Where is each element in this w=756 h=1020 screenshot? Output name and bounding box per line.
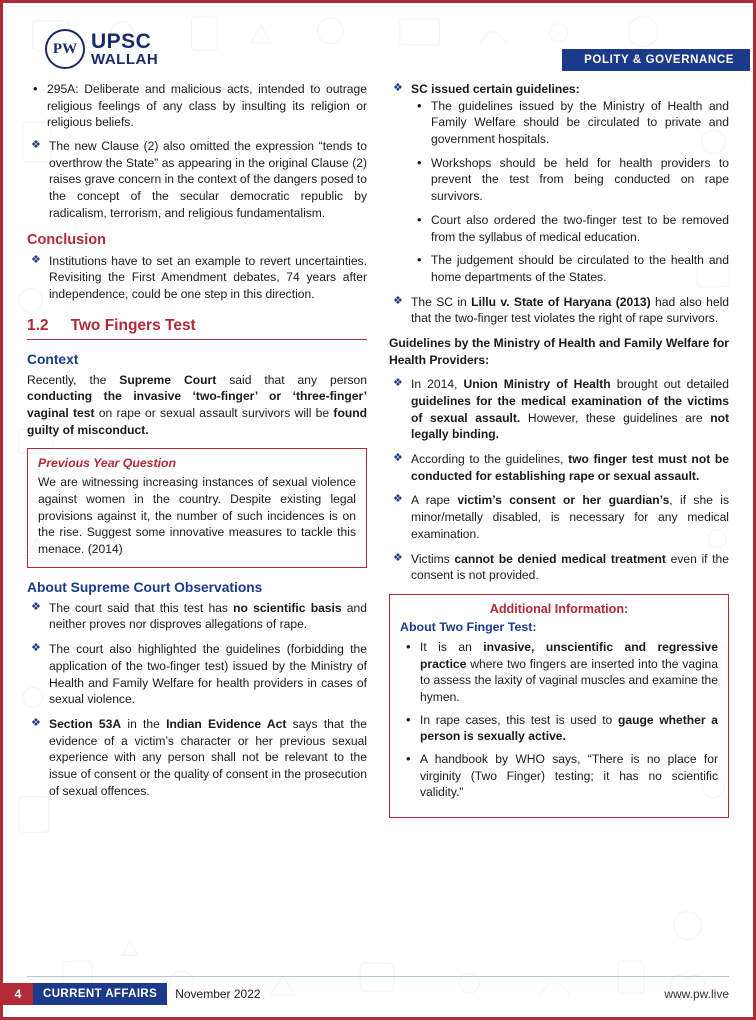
conclusion-heading: Conclusion bbox=[27, 231, 106, 248]
list-item: • The judgement should be circulated to the health and home departments of the States. bbox=[411, 252, 729, 285]
section-title: Two Fingers Test bbox=[70, 316, 196, 334]
observations-heading: About Supreme Court Observations bbox=[27, 579, 263, 595]
left-top-diamond-list bbox=[27, 138, 367, 221]
two-column-body bbox=[3, 81, 753, 818]
page-footer bbox=[3, 983, 753, 1005]
left-column bbox=[27, 81, 367, 818]
list-item: • In rape cases, this test is used to gauge whether a person is sexually active. bbox=[400, 712, 718, 745]
list-item: ❖ The court also highlighted the guidelines (forbidding the application of the two-finger test) issued by the Ministry of Health and Family Welfare for health providers in cases of sexual violence. bbox=[27, 641, 367, 708]
list-item: • 295A: Deliberate and malicious acts, intended to outrage religious feelings of any class by insulting its religion or religious beliefs. bbox=[27, 81, 367, 131]
footer-date: November 2022 bbox=[175, 987, 261, 1001]
list-item: • The guidelines issued by the Ministry of Health and Family Welfare should be circulated to private and government hospitals. bbox=[411, 98, 729, 148]
list-item: ❖ Victims cannot be denied medical treatment even if the consent is not provided. bbox=[389, 551, 729, 584]
context-paragraph: Recently, the Supreme Court said that any person conducting the invasive ‘two-finger’ or ‘three-finger’ vaginal test on rape or sexual assault survivors will be found guilty of misconduct. bbox=[27, 372, 368, 437]
context-heading: Context bbox=[27, 351, 79, 367]
conclusion-list bbox=[27, 253, 367, 303]
list-item: ❖ The court said that this test has no scientific basis and neither proves nor disproves allegations of rape. bbox=[27, 600, 367, 633]
list-item: • A handbook by WHO says, “There is no place for virginity (Two Finger) testing; it has no scientific validity.” bbox=[400, 751, 718, 801]
additional-information-box bbox=[389, 594, 729, 818]
footer-divider bbox=[27, 976, 729, 977]
logo-title: UPSC bbox=[91, 30, 152, 53]
pyq-text: We are witnessing increasing instances of sexual violence against women in the country. Despite existing legal provisions against it, the number of such incidences is on the rise. Suggest some innovative measures to tackle this menace. (2014) bbox=[38, 475, 356, 557]
left-top-dot-list bbox=[27, 81, 367, 131]
page-header bbox=[3, 3, 753, 69]
list-item: ❖ The SC in Lillu v. State of Haryana (2013) had also held that the two-finger test violates the right of rape survivors. bbox=[389, 294, 729, 327]
footer-website[interactable]: www.pw.live bbox=[664, 987, 729, 1001]
section-divider bbox=[27, 339, 367, 340]
previous-year-question-box bbox=[27, 448, 367, 567]
list-item: ❖ In 2014, Union Ministry of Health brought out detailed guidelines for the medical examination of the victims of sexual assault. However, these guidelines are not legally binding. bbox=[389, 376, 729, 443]
additional-info-list bbox=[400, 639, 718, 801]
current-affairs-label: CURRENT AFFAIRS bbox=[33, 983, 167, 1005]
observations-list bbox=[27, 600, 367, 800]
list-item: • Court also ordered the two-finger test to be removed from the syllabus of medical education. bbox=[411, 212, 729, 245]
page-number: 4 bbox=[3, 983, 33, 1005]
guidelines-lead: SC issued certain guidelines: bbox=[411, 82, 580, 96]
list-item: • It is an invasive, unscientific and regressive practice where two fingers are inserted into the vagina to assess the laxity of vaginal muscles and examine the hymen. bbox=[400, 639, 718, 706]
brand-logo bbox=[45, 29, 158, 69]
section-number: 1.2 bbox=[27, 316, 49, 334]
guidelines-sub-list bbox=[411, 98, 729, 286]
mohfw-list bbox=[389, 376, 729, 584]
guidelines-list bbox=[389, 81, 729, 327]
additional-info-title: Additional Information: bbox=[489, 601, 629, 616]
list-item: ❖ The new Clause (2) also omitted the expression “tends to overthrow the State” as appearing in the original Clause (2) raises grave concern in the context of the dangers posed to the concept of the secular democratic republic by radicalism, terrorism, and religious fundamentalism. bbox=[27, 138, 367, 221]
mohfw-heading: Guidelines by the Ministry of Health and Family Welfare for Health Providers: bbox=[389, 335, 729, 367]
list-item: • Workshops should be held for health providers to prevent the test from being conducted on rape survivors. bbox=[411, 155, 729, 205]
pyq-title: Previous Year Question bbox=[38, 456, 177, 471]
chapter-tag: POLITY & GOVERNANCE bbox=[562, 49, 750, 71]
additional-info-subtitle: About Two Finger Test: bbox=[400, 619, 537, 634]
list-item: ❖ A rape victim’s consent or her guardian’s, if she is minor/metally disabled, is necessary for any medical examination. bbox=[389, 492, 729, 542]
logo-subtitle: WALLAH bbox=[91, 51, 159, 68]
list-item: ❖ Section 53A in the Indian Evidence Act says that the evidence of a victim’s character or her previous sexual experience with any person shall not be relevant to the issue of consent or the quality of consent in the prosecution of sexual offences. bbox=[27, 716, 367, 799]
section-heading bbox=[27, 317, 367, 335]
list-item: ❖ Institutions have to set an example to revert uncertainties. Revisiting the First Amendment debates, 74 years after independence, could be one step in this direction. bbox=[27, 253, 367, 303]
logo-mark-icon: PW bbox=[45, 29, 85, 69]
list-item bbox=[389, 81, 729, 286]
right-column bbox=[389, 81, 729, 818]
list-item: ❖ According to the guidelines, two finger test must not be conducted for establishing rape or sexual assault. bbox=[389, 451, 729, 484]
